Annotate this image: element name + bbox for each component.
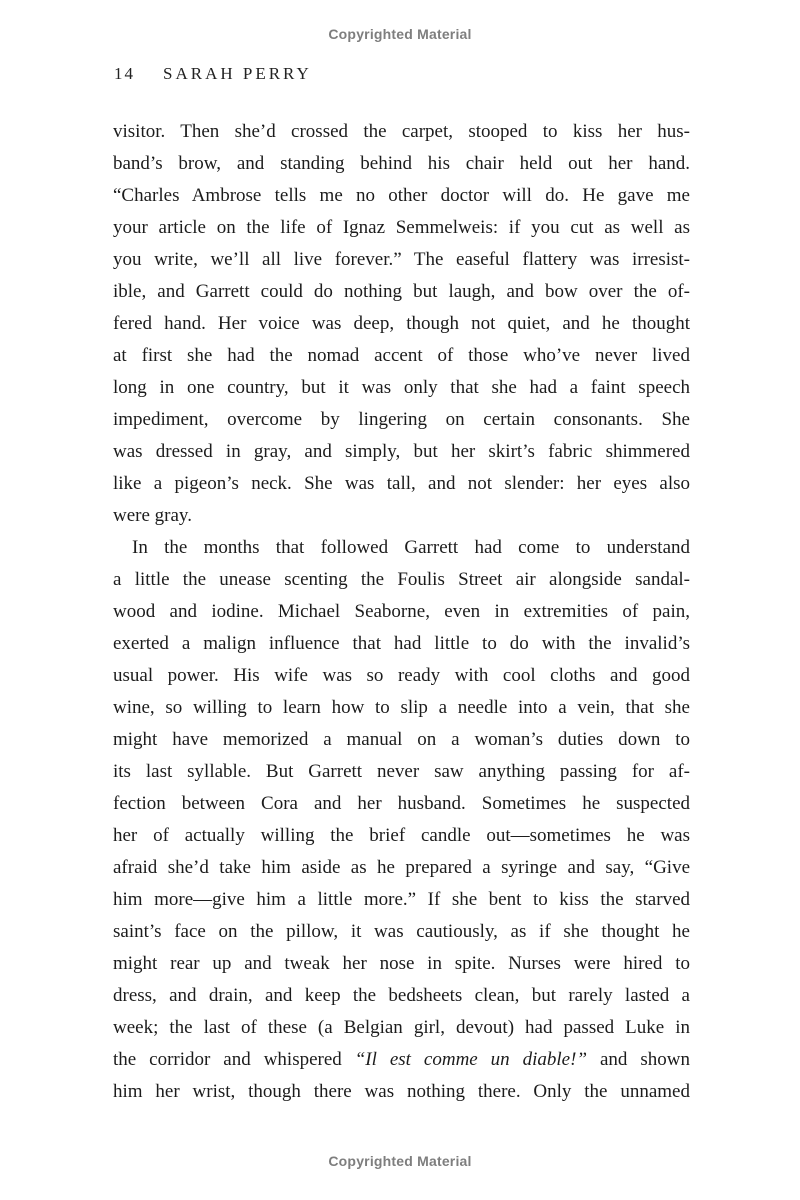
paragraph [113,532,690,1108]
text-line: saint’s face on the pillow, it was cautiously, as if she thought he [113,921,690,942]
text-line: ible, and Garrett could do nothing but laugh, and bow over the of- [113,281,690,302]
text-line: might have memorized a manual on a woman’s duties down to [113,729,690,750]
text-line: In the months that followed Garrett had come to understand [132,537,690,558]
copyright-notice-top: Copyrighted Material [328,26,472,42]
text-line: exerted a malign influence that had little to do with the invalid’s [113,633,690,654]
text-line: “Charles Ambrose tells me no other doctor will do. He gave me [113,185,690,206]
text-line: wood and iodine. Michael Seaborne, even in extremities of pain, [113,601,690,622]
paragraph [113,116,690,532]
text-line: him more—give him a little more.” If she bent to kiss the starved [113,889,690,910]
text-line: usual power. His wife was so ready with cool cloths and good [113,665,690,686]
copyright-notice-bottom: Copyrighted Material [328,1153,472,1169]
text-line: afraid she’d take him aside as he prepared a syringe and say, “Give [113,857,690,878]
text-line: a little the unease scenting the Foulis Street air alongside sandal- [113,569,690,590]
text-line: him her wrist, though there was nothing there. Only the unnamed [113,1081,690,1102]
text-line: her of actually willing the brief candle out—sometimes he was [113,825,690,846]
text-line: was dressed in gray, and simply, but her skirt’s fabric shimmered [113,441,690,462]
text-line: fered hand. Her voice was deep, though not quiet, and he thought [113,313,690,334]
text-line: band’s brow, and standing behind his chair held out her hand. [113,153,690,174]
text-line: you write, we’ll all live forever.” The easeful flattery was irresist- [113,249,690,270]
text-line: like a pigeon’s neck. She was tall, and not slender: her eyes also [113,473,690,494]
body-text [113,116,690,1108]
text-line: visitor. Then she’d crossed the carpet, stooped to kiss her hus- [113,121,690,142]
text-line: fection between Cora and her husband. Sometimes he suspected [113,793,690,814]
text-line: long in one country, but it was only that she had a faint speech [113,377,690,398]
text-line: might rear up and tweak her nose in spite. Nurses were hired to [113,953,690,974]
text-line: at first she had the nomad accent of those who’ve never lived [113,345,690,366]
text-line: wine, so willing to learn how to slip a needle into a vein, that she [113,697,690,718]
text-line: your article on the life of Ignaz Semmelweis: if you cut as well as [113,217,690,238]
text-line: were gray. [113,505,192,526]
page-header [114,64,312,84]
text-line: its last syllable. But Garrett never saw anything passing for af- [113,761,690,782]
page-number: 14 [114,64,135,83]
running-head-author: SARAH PERRY [163,64,312,83]
text-line: impediment, overcome by lingering on certain consonants. She [113,409,690,430]
text-line: dress, and drain, and keep the bedsheets clean, but rarely lasted a [113,985,690,1006]
text-line: the corridor and whispered “Il est comme un diable!” and shown [113,1049,690,1070]
text-line: week; the last of these (a Belgian girl, devout) had passed Luke in [113,1017,690,1038]
